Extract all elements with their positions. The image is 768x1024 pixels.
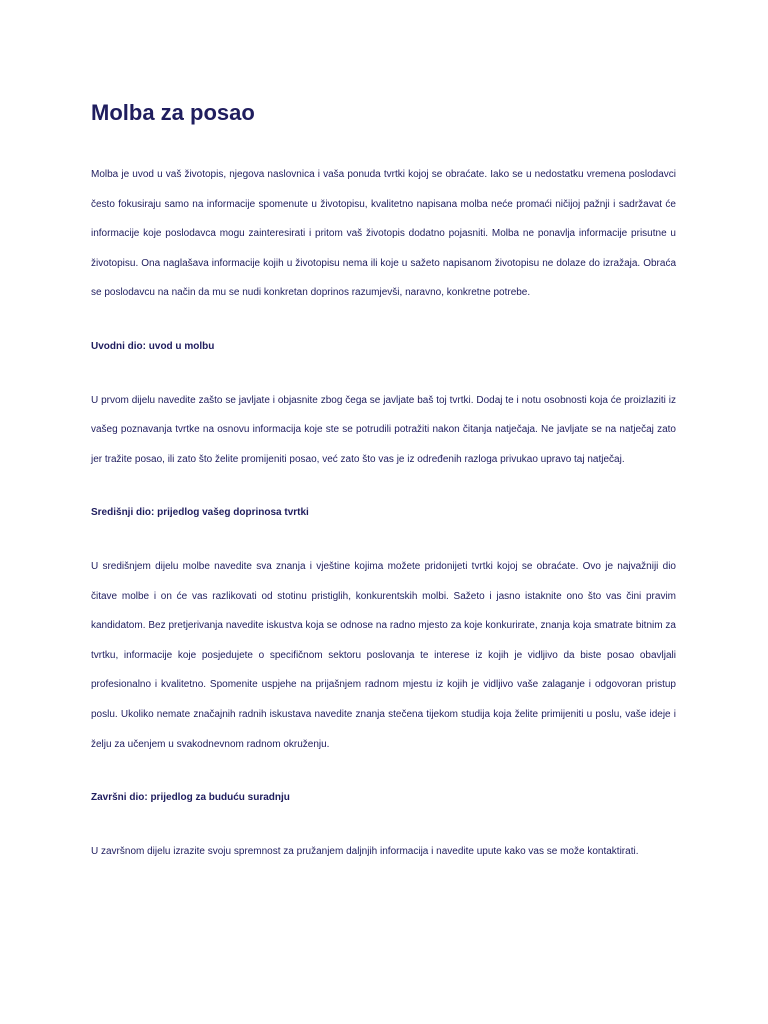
spacer <box>91 362 676 386</box>
intro-paragraph: Molba je uvod u vaš životopis, njegova naslovnica i vaša ponuda tvrtki kojoj se obraćate. Iako se u nedostatku vremena poslodavci često fokusiraju samo na informacije spomenute u životopisu, kvalitetno napisana molba neće promaći ničijoj pažnji i sadržavat će informacije koje poslodavca mogu zainteresirati i pritom vaš životopis dodatno pojasniti. Molba ne ponavlja informacije prisutne u životopisu. Ona naglašava informacije kojih u životopisu nema ili koje u sažeto napisanom životopisu ne dolaze do izražaja. Obraća se poslodavcu na način da mu se nudi konkretan doprinos razumjevši, naravno, konkretne potrebe. <box>91 169 676 299</box>
section-paragraph-intro: U prvom dijelu navedite zašto se javljate i objasnite zbog čega se javljate baš toj tvrtki. Dodaj te i notu osobnosti koja će proizlaziti iz vašeg poznavanja tvrtke na osnovu informacija koje ste se potrudili potražiti nakon čitanja natječaja. Ne javljate se na natječaj zato jer tražite posao, ili zato što želite promijeniti posao, već zato što vas je iz određenih razloga privukao upravo taj natječaj. <box>91 394 676 465</box>
section-heading-middle: Središnji dio: prijedlog vašeg doprinosa tvrtki <box>91 507 309 519</box>
spacer <box>91 528 676 552</box>
spacer <box>91 308 676 332</box>
section-paragraph-closing: U završnom dijelu izrazite svoju spremnost za pružanjem daljnjih informacija i navedite upute kako vas se može kontaktirati. <box>91 845 639 857</box>
spacer <box>91 474 676 498</box>
spacer <box>91 813 676 837</box>
section-heading-intro: Uvodni dio: uvod u molbu <box>91 340 215 352</box>
section-heading-closing: Završni dio: prijedlog za buduću suradnju <box>91 792 290 804</box>
spacer <box>91 759 676 783</box>
document-title: Molba za posao <box>91 100 255 125</box>
section-paragraph-middle: U središnjem dijelu molbe navedite sva znanja i vještine kojima možete pridonijeti tvrtki kojoj se obraćate. Ovo je najvažniji dio čitave molbe i on će vas razlikovati od stotinu pristiglih, konkurentskih molbi. Sažeto i jasno istaknite ono što vas čini pravim kandidatom. Bez pretjerivanja navedite iskustva koja se odnose na radno mjesto za koje konkurirate, znanja koja smatrate bitnim za tvrtku, informacije koje posjedujete o specifičnom sektoru poslovanja te interese iz kojih je vidljivo da biste posao obavljali profesionalno i kvalitetno. Spomenite uspjehe na prijašnjem radnom mjestu iz kojih je vidljivo vaše zalaganje i odgovoran pristup poslu. Ukoliko nemate značajnih radnih iskustava navedite znanja stečena tijekom studija koja želite primijeniti u poslu, vaše ideje i želju za učenjem u svakodnevnom radnom okruženju. <box>91 560 676 750</box>
